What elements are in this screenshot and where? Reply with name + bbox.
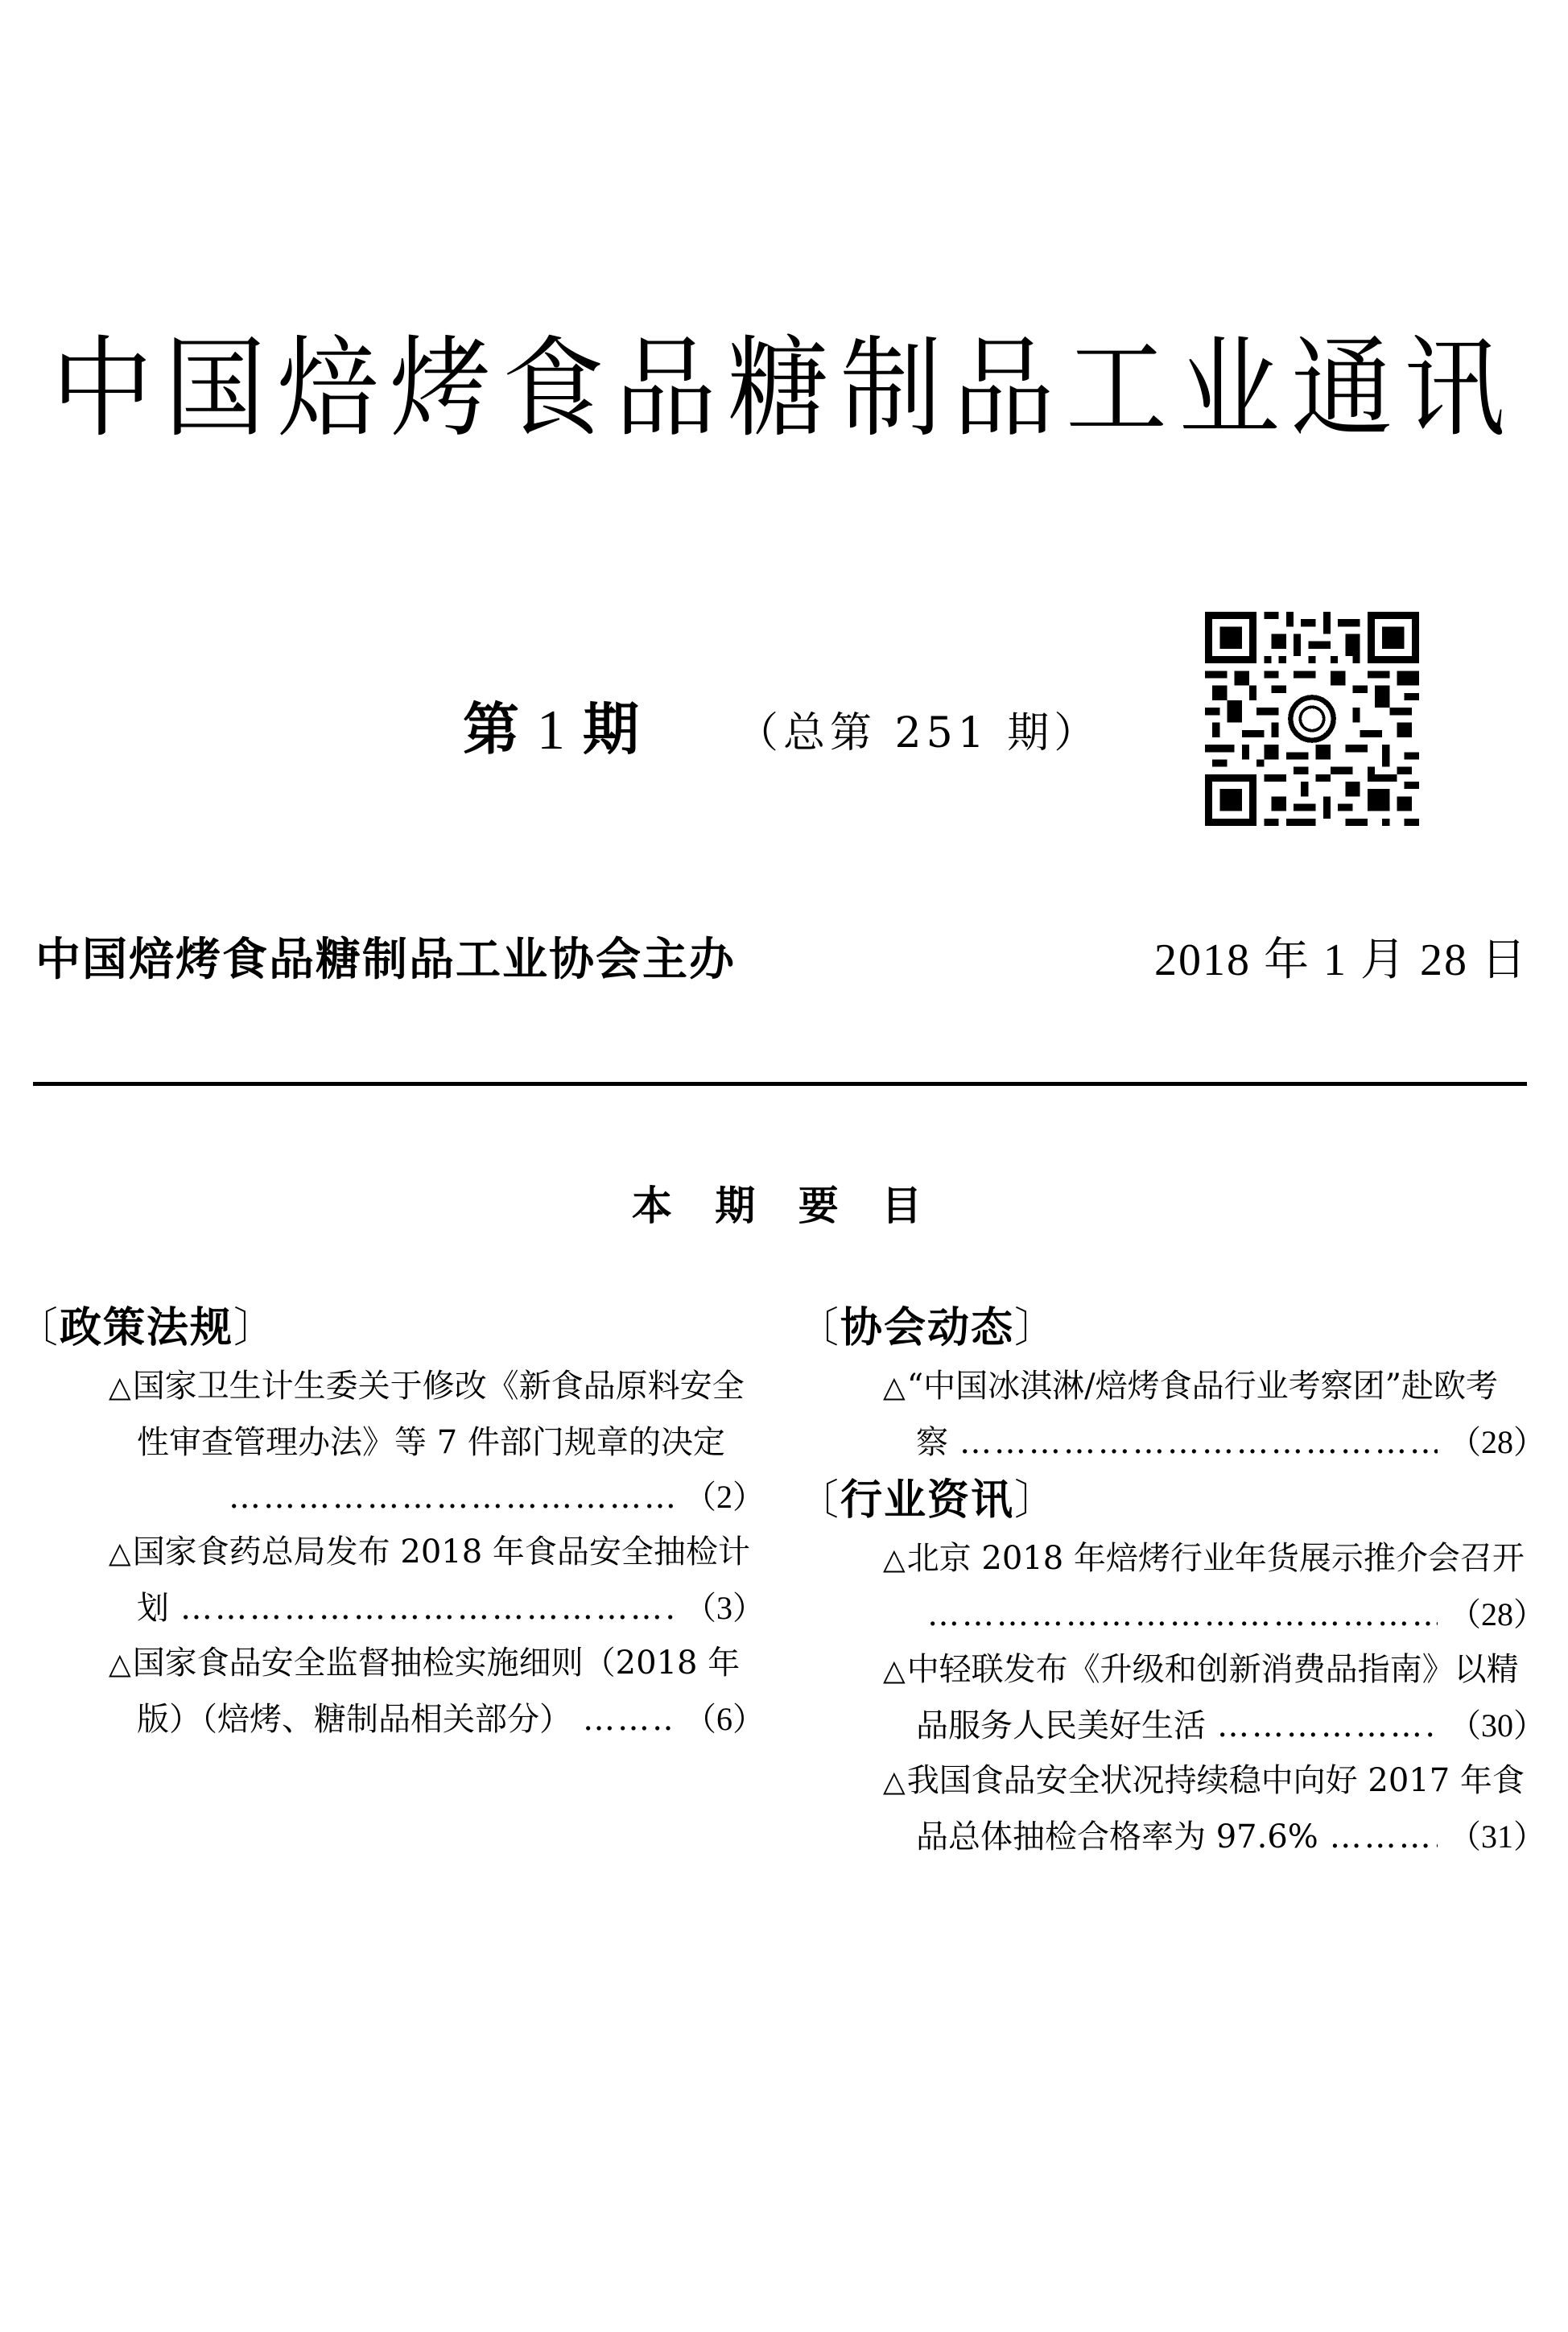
page-number: （6） — [684, 1701, 765, 1737]
toc-entry-text: “中国冰淇淋/焙烤食品行业考察团”赴欧考 — [906, 1368, 1499, 1405]
publication-date: 2018 年 1 月 28 日 — [1154, 935, 1528, 985]
bracket-open: 〔 — [797, 1476, 841, 1525]
issue-prefix: 第 — [463, 696, 522, 762]
issue-suffix: 期 — [583, 696, 642, 762]
triangle-icon: △ — [883, 1371, 906, 1404]
section-heading-label: 行业资讯 — [840, 1476, 1015, 1525]
leader-dots — [583, 1692, 673, 1747]
page-number: （28） — [1449, 1424, 1545, 1460]
issue-number — [463, 684, 642, 766]
toc-entry[interactable]: △国家食品安全监督抽检实施细则（2018 年 版）（焙烤、糖制品相关部分） ………………………………………………………………………………………………………………………… （6） — [16, 1636, 765, 1747]
bracket-open: 〔 — [16, 1304, 60, 1352]
toc-entry[interactable]: △中轻联发布《升级和创新消费品指南》以精 品服务人民美好生活 ………………………………………………………………………………………………………………………… （30） — [797, 1642, 1545, 1753]
section-heading-label: 政策法规 — [60, 1304, 234, 1352]
toc-column-right — [797, 1298, 1545, 1864]
leader-dots — [1217, 1698, 1438, 1753]
publication-title: 中国焙烤食品糖制品工业通讯 — [52, 324, 1516, 452]
section-heading-label: 协会动态 — [840, 1304, 1015, 1352]
page-number: （2） — [684, 1479, 765, 1515]
toc-title: 本 期 要 目 — [631, 1183, 937, 1229]
toc-entry-text: 国家食品安全监督抽检实施细则（2018 年 — [132, 1645, 741, 1682]
toc-entry-text: 我国食品安全状况持续稳中向好 2017 年食 — [906, 1762, 1525, 1799]
toc-column-left — [16, 1298, 765, 1747]
bracket-close: 〕 — [1014, 1304, 1058, 1352]
total-issue-number: （总第 251 期） — [737, 709, 1101, 757]
toc-entry[interactable] — [797, 1531, 1545, 1642]
toc-entry-text: 国家卫生计生委关于修改《新食品原料安全 — [132, 1368, 745, 1405]
bracket-open: 〔 — [797, 1304, 841, 1352]
triangle-icon: △ — [109, 1648, 131, 1681]
issue-number-value: 1 — [537, 700, 568, 762]
leader-dots — [180, 1581, 673, 1636]
bracket-close: 〕 — [233, 1304, 278, 1352]
triangle-icon: △ — [883, 1543, 906, 1576]
toc-entry-text: 性审查管理办法》等 7 件部门规章的决定 — [137, 1424, 725, 1461]
toc-entry-text: 北京 2018 年焙烤行业年货展示推介会召开 — [906, 1540, 1525, 1577]
organizer-line: 中国焙烤食品糖制品工业协会主办 — [35, 934, 736, 986]
section-heading-association-news — [797, 1298, 1545, 1359]
toc-entry-text: 国家食药总局发布 2018 年食品安全抽检计 — [132, 1533, 750, 1570]
section-heading-industry-news — [797, 1470, 1545, 1531]
page-number: （3） — [684, 1590, 765, 1626]
leader-dots — [1330, 1810, 1438, 1864]
page-number: （28） — [1449, 1596, 1545, 1632]
page-number: （30） — [1449, 1707, 1545, 1744]
leader-dots — [927, 1587, 1438, 1642]
triangle-icon: △ — [109, 1537, 131, 1570]
toc-entry[interactable]: △我国食品安全状况持续稳中向好 2017 年食 品总体抽检合格率为 97.6% ………………………………………………………………………………………………………………………… （31） — [797, 1753, 1545, 1864]
toc-entry[interactable] — [16, 1359, 765, 1525]
header-divider — [33, 1082, 1527, 1086]
section-heading-policy — [16, 1298, 765, 1359]
toc-entry-text: 中轻联发布《升级和创新消费品指南》以精 — [906, 1651, 1519, 1688]
bracket-close: 〕 — [1014, 1476, 1058, 1525]
page-number: （31） — [1449, 1818, 1545, 1855]
leader-dots — [959, 1415, 1438, 1470]
leader-dots — [229, 1470, 673, 1525]
toc-entry[interactable]: △国家食药总局发布 2018 年食品安全抽检计 划 ………………………………………………………………………………………………………………………… （3） — [16, 1525, 765, 1636]
triangle-icon: △ — [883, 1765, 906, 1798]
qr-code-icon — [1205, 612, 1419, 826]
toc-entry[interactable]: △“中国冰淇淋/焙烤食品行业考察团”赴欧考 察 ………………………………………………………………………………………………………………………… （28） — [797, 1359, 1545, 1470]
triangle-icon: △ — [109, 1371, 131, 1404]
triangle-icon: △ — [883, 1654, 906, 1687]
